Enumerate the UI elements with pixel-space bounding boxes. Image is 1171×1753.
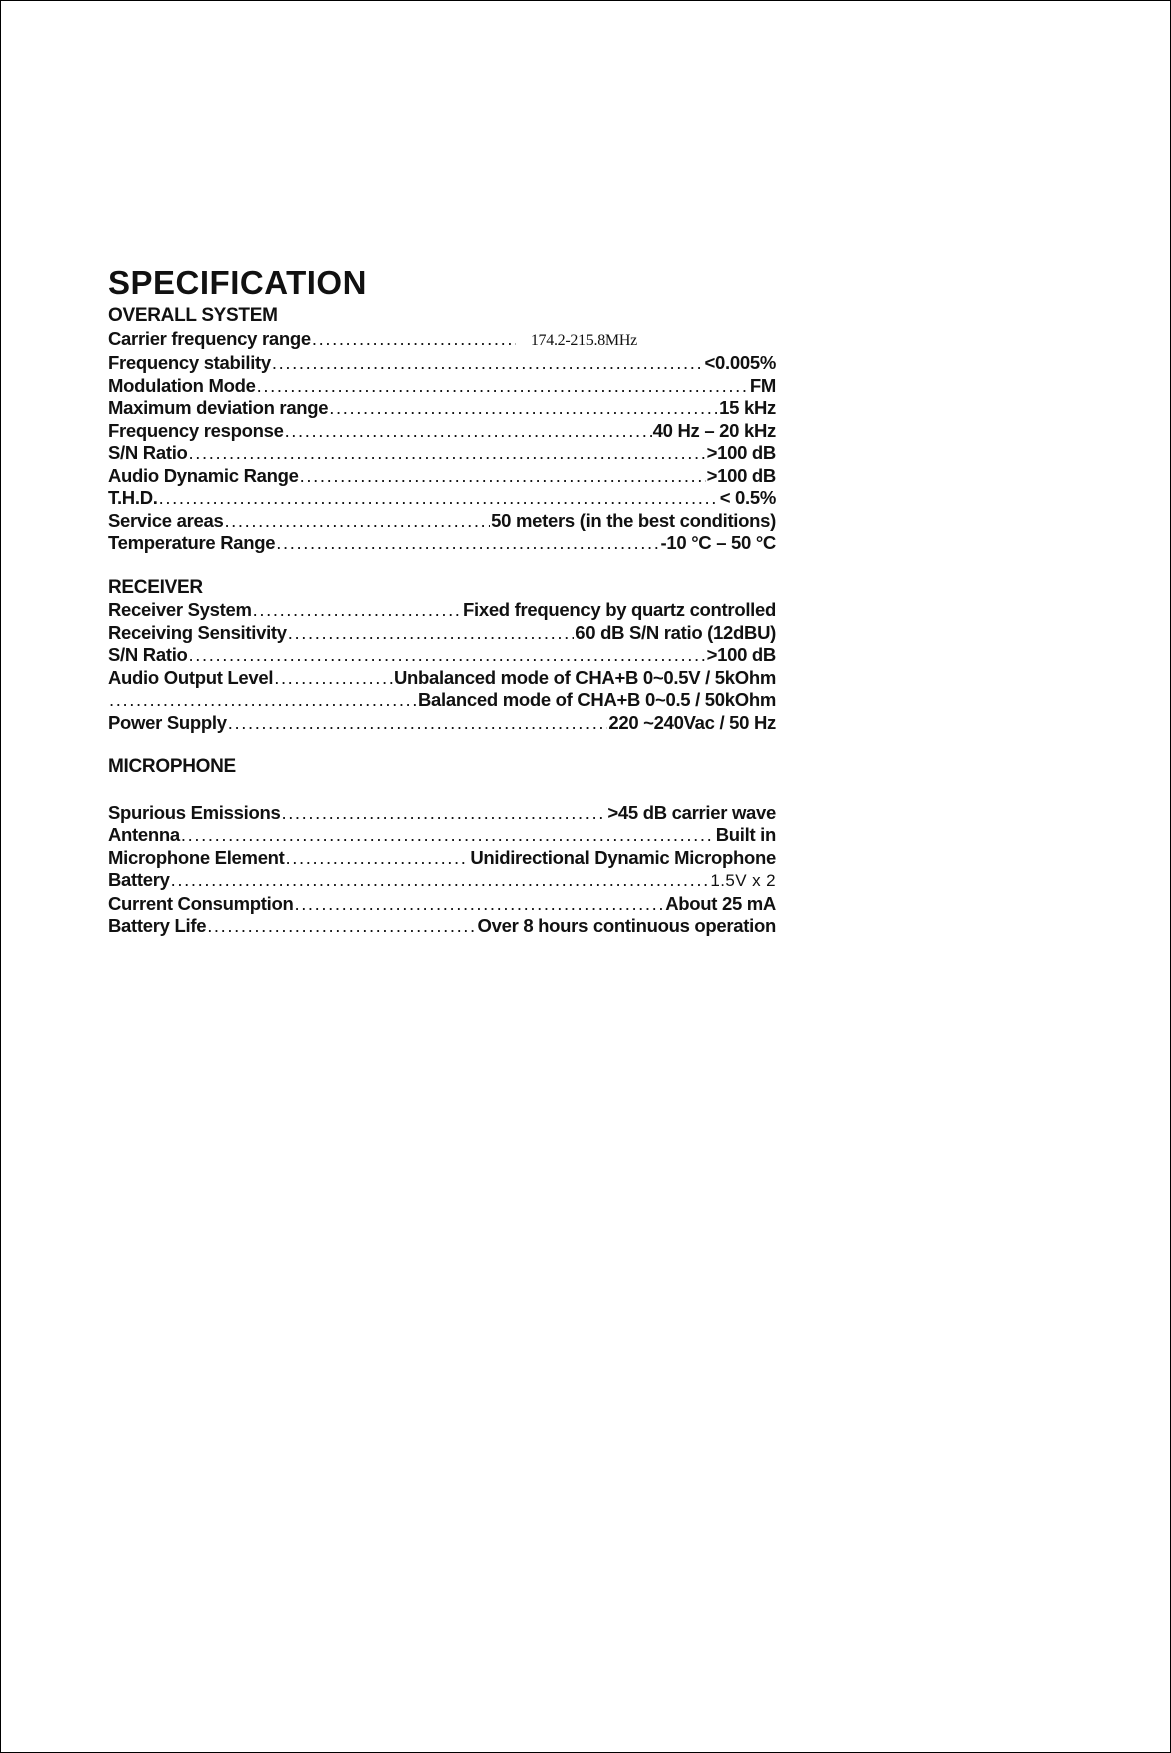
spec-label: S/N Ratio (108, 644, 188, 665)
spec-label: Battery Life (108, 915, 207, 936)
dot-leader (329, 397, 718, 420)
spec-label: Microphone Element (108, 846, 285, 868)
spec-row-sn-ratio (108, 442, 776, 465)
spec-row-audio-output-balanced (108, 689, 776, 712)
spec-row-power-supply (108, 712, 776, 735)
spec-row-frequency-stability (108, 352, 776, 375)
spec-label: Frequency response (108, 419, 284, 441)
spec-row-audio-output-level (108, 667, 776, 690)
dot-leader (207, 915, 476, 938)
spec-row-battery (108, 869, 776, 893)
spec-value: >100 dB (706, 442, 776, 463)
spec-label: Antenna (108, 824, 180, 845)
spec-value: FM (749, 374, 776, 396)
spec-label: Receiving Sensitivity (108, 621, 287, 643)
dot-leader (274, 667, 393, 690)
spec-label: Temperature Range (108, 532, 276, 553)
section-heading-overall-system: OVERALL SYSTEM (108, 305, 278, 326)
spec-value: 50 meters (in the best conditions) (491, 509, 776, 531)
spec-label: Audio Output Level (108, 666, 274, 688)
spec-value: >45 dB carrier wave (607, 801, 776, 823)
dot-leader (286, 847, 470, 870)
spec-row-thd (108, 487, 776, 510)
spec-value: <0.005% (704, 352, 776, 373)
dot-leader (294, 893, 664, 916)
dot-leader (272, 352, 704, 375)
spec-label: T.H.D. (108, 487, 158, 508)
spec-label: Audio Dynamic Range (108, 464, 299, 486)
spec-label: Receiver System (108, 599, 252, 620)
spec-row-modulation-mode (108, 375, 776, 398)
spec-value: Balanced mode of CHA+B 0~0.5 / 50kOhm (418, 689, 776, 710)
spec-row-audio-dynamic-range (108, 465, 776, 488)
section-spacer (108, 779, 776, 802)
dot-leader (300, 465, 706, 488)
dot-leader (181, 824, 715, 847)
spec-value: 15 kHz (719, 397, 776, 418)
spec-label: Frequency stability (108, 352, 271, 373)
spec-row-current-consumption (108, 893, 776, 916)
spec-label: Modulation Mode (108, 374, 256, 396)
spec-row-maximum-deviation (108, 397, 776, 420)
spec-row-frequency-response (108, 420, 776, 443)
section-spacer (108, 555, 776, 577)
spec-value: 174.2-215.8MHz (530, 331, 637, 349)
spec-row-carrier-frequency (108, 328, 776, 353)
spec-value: Unbalanced mode of CHA+B 0~0.5V / 5kOhm (393, 666, 776, 688)
spec-value: Fixed frequency by quartz controlled (462, 599, 776, 620)
section-spacer (108, 734, 776, 756)
spec-label: S/N Ratio (108, 442, 188, 463)
spec-row-receiver-system (108, 599, 776, 622)
spec-value: 60 dB S/N ratio (12dBU) (575, 621, 776, 643)
dot-leader (285, 420, 652, 443)
spec-row-spurious-emissions (108, 802, 776, 825)
spec-value: >100 dB (706, 644, 776, 665)
spec-label: Current Consumption (108, 892, 294, 914)
spec-row-receiving-sensitivity (108, 622, 776, 645)
dot-leader (109, 689, 417, 712)
spec-value: 40 Hz – 20 kHz (652, 419, 776, 441)
spec-label: Service areas (108, 509, 224, 531)
dot-leader (276, 532, 659, 555)
spec-label: Power Supply (108, 711, 227, 733)
dot-leader (189, 644, 706, 667)
dot-leader (159, 487, 719, 510)
spec-label: Battery (108, 869, 170, 890)
specification-block (108, 263, 776, 938)
spec-label: Maximum deviation range (108, 397, 329, 418)
spec-value: 220 ~240Vac / 50 Hz (608, 711, 776, 733)
dot-leader (189, 442, 706, 465)
spec-label: Spurious Emissions (108, 801, 281, 823)
spec-value: 1.5V x 2 (710, 871, 776, 890)
dot-leader (257, 375, 749, 398)
dot-leader (224, 510, 490, 533)
spec-value: -10 °C – 50 °C (660, 532, 776, 553)
spec-row-battery-life (108, 915, 776, 938)
spec-row-antenna (108, 824, 776, 847)
spec-row-receiver-sn-ratio (108, 644, 776, 667)
page-title: SPECIFICATION (108, 264, 367, 301)
spec-value: Built in (715, 824, 776, 845)
spec-value: Over 8 hours continuous operation (477, 915, 776, 936)
spec-value: Unidirectional Dynamic Microphone (470, 846, 776, 868)
spec-label: Carrier frequency range (108, 327, 311, 349)
spec-row-microphone-element (108, 847, 776, 870)
spec-row-service-areas (108, 510, 776, 533)
dot-leader (281, 802, 606, 825)
dot-leader (253, 599, 462, 622)
dot-leader (288, 622, 574, 645)
dot-leader (312, 328, 516, 351)
dot-leader (228, 712, 608, 735)
spec-value: >100 dB (706, 464, 776, 486)
dot-leader (171, 869, 710, 892)
section-heading-microphone: MICROPHONE (108, 756, 236, 777)
spec-value: About 25 mA (665, 892, 776, 914)
section-heading-receiver: RECEIVER (108, 576, 203, 598)
spec-value: < 0.5% (719, 487, 776, 508)
spec-row-temperature-range (108, 532, 776, 555)
